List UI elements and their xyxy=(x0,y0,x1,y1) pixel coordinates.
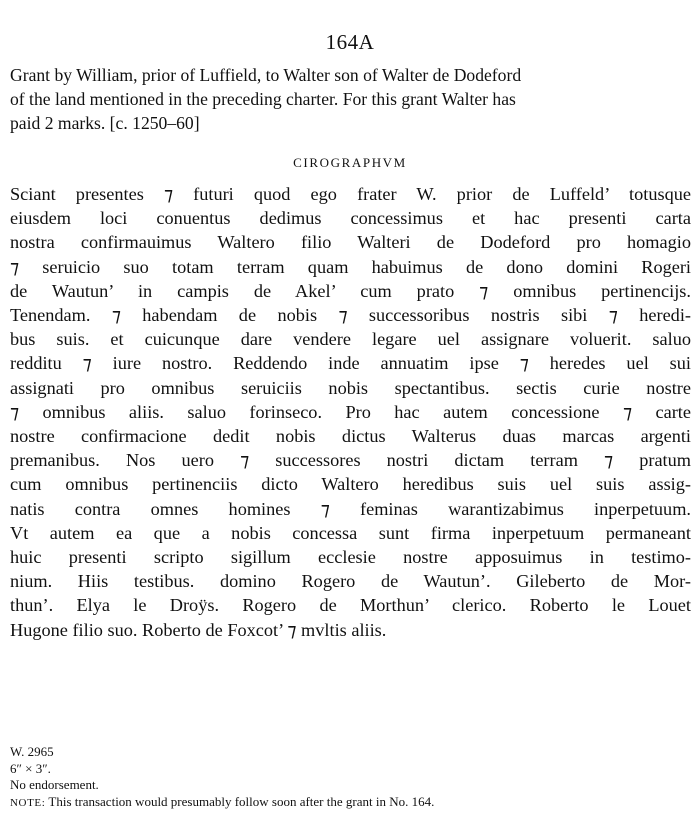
document-notes xyxy=(10,744,690,811)
charter-line: natis contra omnes homines ⁊ feminas warantizabimus inperpetuum. xyxy=(10,498,691,519)
note-label: NOTE: xyxy=(10,796,46,809)
editorial-note xyxy=(10,794,690,812)
section-heading: CIROGRAPHVM xyxy=(293,155,407,170)
charter-line: de Wautun’ in campis de Akel’ cum prato ⁊ omnibus pertinencijs. xyxy=(10,280,691,301)
charter-line: eiusdem loci conuentus dedimus concessimus et hac presenti carta xyxy=(10,208,691,229)
charter-line: nium. Hiis testibus. domino Rogero de Wautun’. Gileberto de Mor- xyxy=(10,571,691,592)
summary-paragraph xyxy=(10,63,690,135)
summary-line: Grant by William, prior of Luffield, to Walter son of Walter de Dodeford xyxy=(10,65,522,85)
charter-line: Tenendam. ⁊ habendam de nobis ⁊ successoribus nostris sibi ⁊ heredi- xyxy=(10,305,691,326)
charter-line: Sciant presentes ⁊ futuri quod ego frater W. prior de Luffeld’ totusque xyxy=(10,184,691,204)
charter-line: bus suis. et cuicunque dare vendere legare uel assignare voluerit. saluo xyxy=(10,329,691,350)
charter-line: assignati pro omnibus seruiciis nobis spectantibus. sectis curie nostre xyxy=(10,377,691,398)
summary-line: paid 2 marks. [c. 1250–60] xyxy=(10,113,200,133)
charter-line: huic presenti scripto sigillum ecclesie nostre apposuimus in testimo- xyxy=(10,547,691,568)
charter-line: ⁊ omnibus aliis. saluo forinseco. Pro hac autem concessione ⁊ carte xyxy=(10,401,691,422)
note-text: This transaction would presumably follow soon after the grant in No. 164. xyxy=(45,793,435,809)
document-size: 6″ × 3″. xyxy=(10,760,51,776)
reference-number: W. 2965 xyxy=(10,744,54,759)
charter-line: Vt autem ea que a nobis concessa sunt firma inperpetuum permaneant xyxy=(10,522,691,543)
charter-line: nostra confirmauimus Waltero filio Walteri de Dodeford pro homagio xyxy=(10,232,691,253)
charter-line: premanibus. Nos uero ⁊ successores nostri dictam terram ⁊ pratum xyxy=(10,450,691,471)
charter-text xyxy=(10,182,691,642)
charter-line: cum omnibus pertinenciis dicto Waltero heredibus suis uel suis assig- xyxy=(10,474,691,495)
endorsement-note: No endorsement. xyxy=(10,777,99,793)
charter-line: nostre confirmacione dedit nobis dictus Walterus duas marcas argenti xyxy=(10,426,691,447)
charter-line: Hugone filio suo. Roberto de Foxcot’ ⁊ mvltis aliis. xyxy=(10,619,387,640)
summary-line: of the land mentioned in the preceding charter. For this grant Walter has xyxy=(10,89,516,109)
charter-line: ⁊ seruicio suo totam terram quam habuimus de dono domini Rogeri xyxy=(10,256,691,277)
charter-line: thun’. Elya le Droÿs. Rogero de Morthun’ clerico. Roberto le Louet xyxy=(10,595,691,616)
charter-line: redditu ⁊ iure nostro. Reddendo inde annuatim ipse ⁊ heredes uel sui xyxy=(10,353,691,374)
document-number: 164A xyxy=(325,30,375,54)
